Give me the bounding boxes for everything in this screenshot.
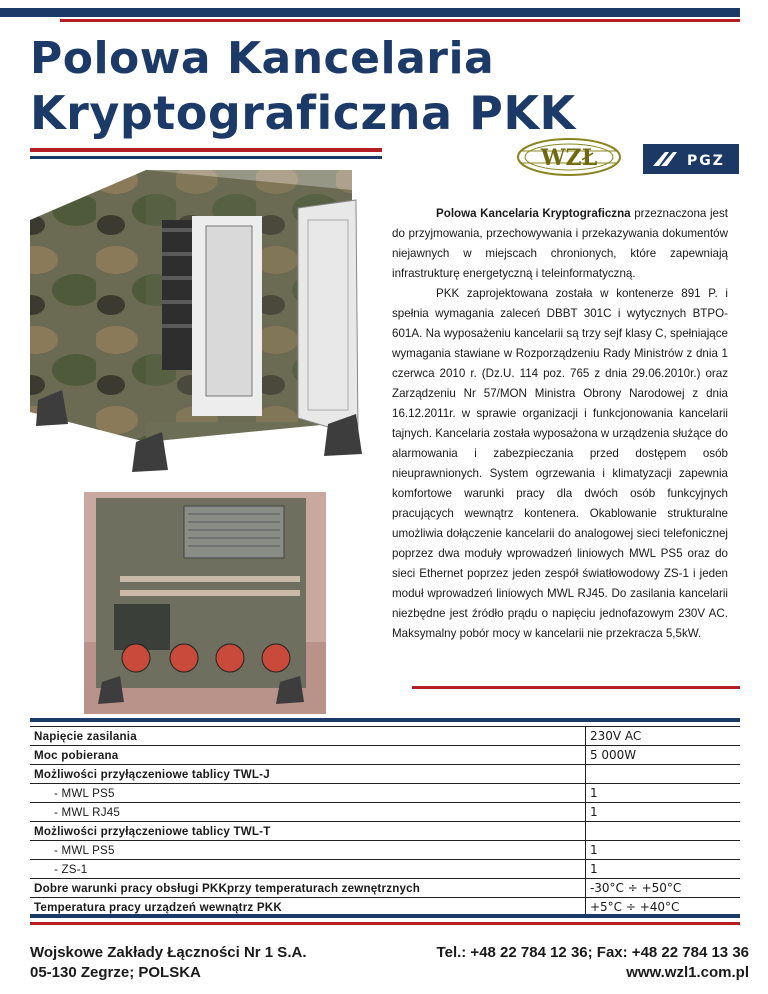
spec-label: Możliwości przyłączeniowe tablicy TWL-T [30, 822, 585, 841]
spec-row [30, 765, 740, 784]
footer-contact [437, 943, 749, 983]
spec-label: - MWL RJ45 [30, 803, 585, 822]
company-address: 05-130 Zegrze; POLSKA [30, 964, 201, 981]
spec-value [585, 822, 740, 841]
footer-company [30, 943, 306, 983]
pgz-emblem-icon [643, 144, 739, 174]
footer-line-navy [30, 914, 740, 918]
spec-row [30, 822, 740, 841]
spec-table [30, 726, 740, 917]
container-rear-photo [84, 492, 326, 714]
company-name: Wojskowe Zakłady Łączności Nr 1 S.A. [30, 944, 307, 961]
spec-row [30, 879, 740, 898]
spec-label: Dobre warunki pracy obsługi PKKprzy temperaturach zewnętrznych [30, 879, 585, 898]
spec-value: 230V AC [585, 727, 740, 746]
contact-phone-fax: Tel.: +48 22 784 12 36; Fax: +48 22 784 13 36 [436, 944, 749, 961]
pgz-logo [643, 144, 739, 174]
description-paragraph-2: PKK zaprojektowana została w kontenerze 891 P. i spełnia wymagania zaleceń DBBT 301C i wytycznych BTPO-601A. Na wyposażeniu kancelarii są trzy sejf klasy C, spełniające wymagania stawiane w Rozporządzeniu Rady Ministrów z dnia 1 czerwca 2010 r. (Dz.U. 114 poz. 765 z dnia 29.06.2010r.) oraz Zarządzeniu Nr 57/MON Ministra Obrony Narodowej z dnia 16.12.2011r. w sprawie organizacji i funkcjonowania kancelarii tajnych. Kancelaria została wyposażona w urządzenia służące do alarmowania i zabezpieczania przed dostępem osób nieuprawnionych. System ogrzewania i klimatyzacji zapewnia komfortowe warunki pracy dla dwóch osób funkcyjnych pracujących wewnątrz kontenera. Okablowanie strukturalne umożliwia dołączenie kancelarii do analogowej sieci telefonicznej poprzez dwa moduły wprowadzeń liniowych MWL PS5 oraz do sieci Ethernet poprzez jeden zespół światłowodowy ZS-1 i jeden moduł wprowadzeń liniowych MWL RJ45. Do zasilania kancelarii niezbędne jest źródło prądu o napięciu jednofazowym 230V AC. Maksymalny pobór mocy w kancelarii nie przekracza 5,5kW. [392, 287, 728, 640]
description-text [392, 204, 728, 644]
spec-value: -30°C ÷ +50°C [585, 879, 740, 898]
wzl-logo [516, 137, 622, 177]
spec-label: Napięcie zasilania [30, 727, 585, 746]
spec-value [585, 765, 740, 784]
spec-row [30, 803, 740, 822]
table-top-line-red [412, 686, 740, 689]
pgz-logo-text: PGZ [687, 153, 725, 169]
page-title-line1: Polowa Kancelaria [30, 33, 495, 84]
spec-value: +5°C ÷ +40°C [585, 898, 740, 917]
spec-row [30, 784, 740, 803]
spec-row [30, 860, 740, 879]
spec-value: 5 000W [585, 746, 740, 765]
title-underline-red [30, 148, 382, 152]
spec-value: 1 [585, 841, 740, 860]
spec-row [30, 841, 740, 860]
spec-row [30, 746, 740, 765]
spec-row [30, 727, 740, 746]
description-paragraph-1 [392, 204, 728, 284]
footer-line-red [30, 922, 740, 925]
spec-value: 1 [585, 860, 740, 879]
container-front-photo [16, 160, 386, 490]
spec-label: - MWL PS5 [30, 784, 585, 803]
top-red-bar [60, 19, 740, 22]
spec-label: Moc pobierana [30, 746, 585, 765]
spec-value: 1 [585, 803, 740, 822]
wzl-logo-text: WZŁ [540, 145, 598, 171]
spec-label: Temperatura pracy urządzeń wewnątrz PKK [30, 898, 585, 917]
top-navy-bar [0, 8, 740, 17]
contact-website-link[interactable]: www.wzl1.com.pl [626, 964, 749, 981]
spec-label: - ZS-1 [30, 860, 585, 879]
page-title-line2: Kryptograficzna PKK [30, 86, 576, 140]
title-underline-navy [30, 156, 382, 159]
description-lead-rest: przeznaczona jest do przyjmowania, przechowywania i przekazywania dokumentów niejawnych w miejscach chronionych, które zapewniają infrastrukturę energetyczną i teleinformatyczną. [392, 207, 728, 280]
spec-value: 1 [585, 784, 740, 803]
table-top-line-navy [30, 718, 740, 722]
spec-label: - MWL PS5 [30, 841, 585, 860]
spec-label: Możliwości przyłączeniowe tablicy TWL-J [30, 765, 585, 784]
description-lead-bold: Polowa Kancelaria Kryptograficzna [436, 207, 631, 220]
